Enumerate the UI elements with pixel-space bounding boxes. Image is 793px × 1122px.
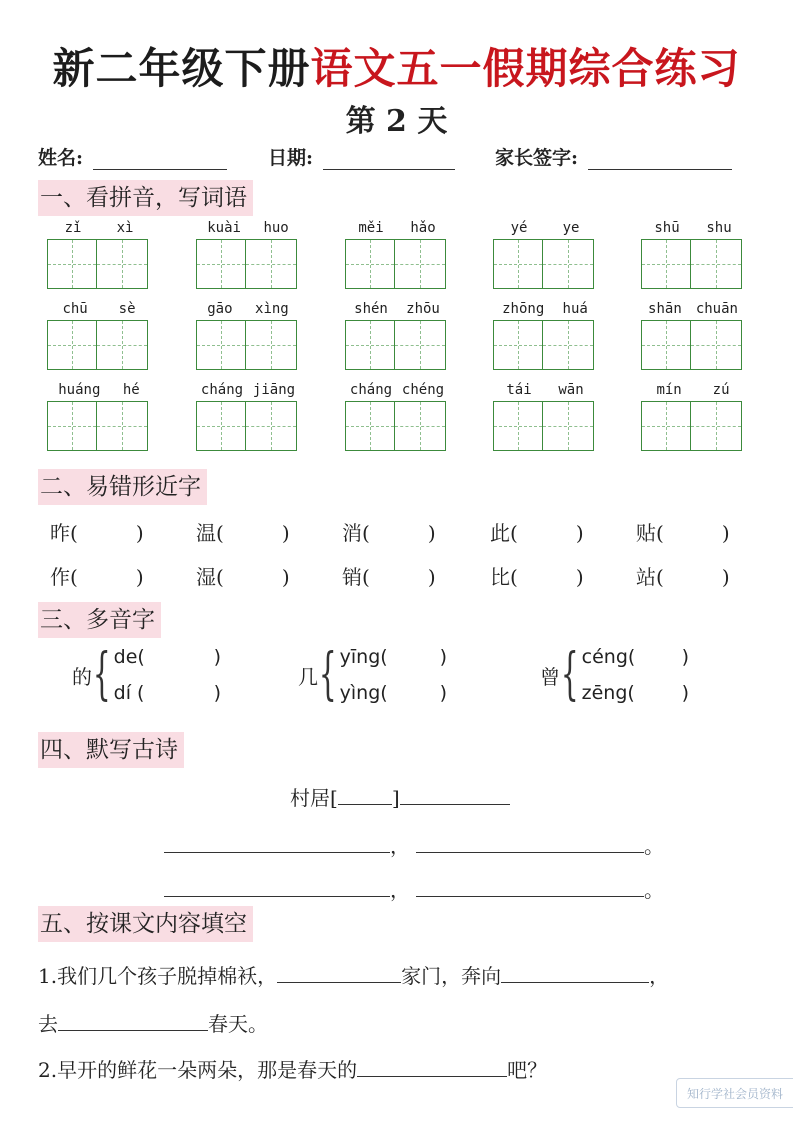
reading-pinyin: dí (: [113, 682, 145, 704]
pinyin-syllable: huáng: [58, 382, 101, 398]
tianzige-box[interactable]: [691, 320, 742, 370]
duoyin-group: [72, 642, 222, 707]
xingjin-char: 贴(: [636, 521, 664, 545]
xingjin-item[interactable]: [490, 517, 584, 546]
pinyin-syllable: shū: [654, 220, 680, 236]
tianzige-pair: [493, 320, 597, 370]
tianzige-box[interactable]: [691, 239, 742, 289]
pinyin-syllable: chéng: [401, 382, 445, 398]
tianzige-box[interactable]: [493, 401, 543, 451]
tianzige-box[interactable]: [641, 401, 691, 451]
close-paren: ): [281, 521, 290, 545]
xingjin-char: 昨(: [50, 521, 78, 545]
tianzige-box[interactable]: [493, 239, 543, 289]
tianzige-pair: [196, 401, 300, 451]
tianzige-box[interactable]: [97, 239, 148, 289]
tianzige-box[interactable]: [196, 401, 246, 451]
pinyin-syllable: cháng: [349, 382, 393, 398]
tianzige-pair: [493, 401, 597, 451]
pinyin-item: [493, 219, 597, 289]
brace-icon: {: [318, 642, 337, 707]
close-paren: ): [575, 565, 584, 589]
pinyin-item: [493, 381, 597, 451]
section-heading-xingjin: 二、易错形近字: [38, 469, 207, 505]
sign-field: 家长签字:: [495, 143, 732, 170]
pinyin-syllable: chū: [62, 301, 88, 317]
fill-blank[interactable]: [58, 1030, 208, 1031]
tianzige-box[interactable]: [493, 320, 543, 370]
section-heading-fill: 五、按课文内容填空: [38, 906, 253, 942]
brace-icon: {: [92, 642, 111, 707]
poem-line-2: ， 。: [164, 874, 664, 903]
pinyin-syllable: zhōng: [502, 301, 545, 317]
tianzige-pair: [641, 401, 745, 451]
tianzige-box[interactable]: [97, 320, 148, 370]
pinyin-item: [196, 219, 300, 289]
poem-title-blank[interactable]: [400, 804, 510, 805]
xingjin-item[interactable]: [490, 561, 584, 590]
xingjin-item[interactable]: [50, 517, 144, 546]
poem-blank[interactable]: [164, 852, 390, 853]
pinyin-labels: [47, 381, 151, 399]
pinyin-labels: [345, 381, 449, 399]
reading-pinyin: yīng(: [339, 646, 388, 668]
fill-question-1-cont: 去 春天。: [38, 1012, 268, 1036]
close-paren: ): [721, 565, 730, 589]
duoyin-reading[interactable]: [582, 646, 689, 668]
brace-icon: {: [560, 642, 579, 707]
xingjin-item[interactable]: [50, 561, 144, 590]
pinyin-syllable: yé: [510, 220, 528, 236]
tianzige-pair: [641, 320, 745, 370]
pinyin-labels: [493, 300, 597, 318]
tianzige-pair: [47, 239, 151, 289]
close-paren: ): [135, 565, 144, 589]
close-paren: ): [439, 682, 448, 704]
tianzige-box[interactable]: [246, 320, 297, 370]
duoyin-readings: [114, 646, 221, 704]
xingjin-char: 站(: [636, 565, 664, 589]
date-field: 日期:: [268, 143, 455, 170]
pinyin-item: [196, 300, 300, 370]
duoyin-char: 几: [298, 664, 318, 689]
duoyin-group: [540, 642, 690, 707]
close-paren: ): [213, 646, 222, 668]
pinyin-item: [493, 300, 597, 370]
reading-pinyin: céng(: [581, 646, 636, 668]
pinyin-labels: [196, 300, 300, 318]
close-paren: ): [213, 682, 222, 704]
pinyin-syllable: sè: [118, 301, 136, 317]
tianzige-box[interactable]: [395, 401, 446, 451]
pinyin-labels: [47, 219, 151, 237]
tianzige-box[interactable]: [395, 320, 446, 370]
tianzige-pair: [345, 320, 449, 370]
pinyin-labels: [196, 219, 300, 237]
pinyin-labels: [641, 219, 745, 237]
tianzige-box[interactable]: [47, 320, 97, 370]
pinyin-syllable: chuān: [695, 301, 738, 317]
pinyin-syllable: wān: [558, 382, 584, 398]
tianzige-pair: [196, 239, 300, 289]
reading-pinyin: zēng(: [581, 682, 635, 704]
duoyin-char: 曾: [540, 664, 560, 689]
pinyin-syllable: huo: [263, 220, 289, 236]
tianzige-box[interactable]: [395, 239, 446, 289]
close-paren: ): [427, 565, 436, 589]
watermark: 知行学社会员资料: [676, 1078, 793, 1108]
poem-author-blank[interactable]: [338, 804, 392, 805]
close-paren: ): [281, 565, 290, 589]
sign-blank[interactable]: [588, 147, 732, 170]
pinyin-item: [196, 381, 300, 451]
section-heading-poem: 四、默写古诗: [38, 732, 184, 768]
xingjin-item[interactable]: [196, 517, 290, 546]
tianzige-box[interactable]: [691, 401, 742, 451]
pinyin-item: [345, 381, 449, 451]
tianzige-pair: [345, 401, 449, 451]
xingjin-item[interactable]: [342, 517, 436, 546]
close-paren: ): [135, 521, 144, 545]
xingjin-char: 销(: [342, 565, 370, 589]
tianzige-pair: [47, 401, 151, 451]
pinyin-syllable: xìng: [255, 301, 289, 317]
tianzige-box[interactable]: [543, 401, 594, 451]
poem-line-1: ， 。: [164, 830, 664, 859]
name-field: 姓名:: [38, 143, 227, 170]
pinyin-labels: [493, 219, 597, 237]
pinyin-syllable: jiāng: [252, 382, 296, 398]
xingjin-char: 温(: [196, 521, 224, 545]
close-paren: ): [575, 521, 584, 545]
xingjin-char: 消(: [342, 521, 370, 545]
xingjin-char: 此(: [490, 521, 518, 545]
pinyin-item: [641, 300, 745, 370]
fill-blank[interactable]: [277, 982, 401, 983]
duoyin-readings: [582, 646, 689, 704]
pinyin-syllable: shén: [354, 301, 388, 317]
pinyin-item: [47, 381, 151, 451]
duoyin-char: 的: [72, 664, 92, 689]
pinyin-syllable: mín: [656, 382, 682, 398]
pinyin-syllable: hé: [122, 382, 140, 398]
poem-blank[interactable]: [164, 896, 390, 897]
fill-blank[interactable]: [501, 982, 649, 983]
pinyin-labels: [493, 381, 597, 399]
xingjin-item[interactable]: [196, 561, 290, 590]
pinyin-labels: [47, 300, 151, 318]
tianzige-box[interactable]: [47, 239, 97, 289]
duoyin-reading[interactable]: [582, 682, 689, 704]
pinyin-labels: [345, 300, 449, 318]
pinyin-syllable: hǎo: [410, 220, 436, 236]
pinyin-syllable: zú: [712, 382, 730, 398]
section-heading-duoyin: 三、多音字: [38, 602, 161, 638]
xingjin-item[interactable]: [636, 517, 730, 546]
pinyin-syllable: gāo: [207, 301, 233, 317]
fill-question-2: 2.早开的鲜花一朵两朵，那是春天的 吧？: [38, 1058, 548, 1082]
tianzige-pair: [641, 239, 745, 289]
tianzige-box[interactable]: [97, 401, 148, 451]
pinyin-syllable: ye: [562, 220, 580, 236]
xingjin-item[interactable]: [342, 561, 436, 590]
tianzige-box[interactable]: [246, 401, 297, 451]
pinyin-syllable: zhōu: [406, 301, 440, 317]
pinyin-item: [641, 219, 745, 289]
tianzige-box[interactable]: [345, 401, 395, 451]
pinyin-syllable: shān: [648, 301, 682, 317]
pinyin-item: [641, 381, 745, 451]
duoyin-reading[interactable]: [114, 646, 221, 668]
poem-blank[interactable]: [416, 896, 644, 897]
close-paren: ): [427, 521, 436, 545]
day-subtitle: 第 2 天: [345, 104, 448, 139]
name-blank[interactable]: [93, 147, 227, 170]
duoyin-readings: [340, 646, 447, 704]
pinyin-syllable: tái: [506, 382, 532, 398]
pinyin-item: [47, 300, 151, 370]
tianzige-box[interactable]: [543, 320, 594, 370]
tianzige-box[interactable]: [641, 320, 691, 370]
pinyin-labels: [196, 381, 300, 399]
tianzige-pair: [345, 239, 449, 289]
xingjin-item[interactable]: [636, 561, 730, 590]
page-title: 新二年级下册语文五一假期综合练习: [52, 44, 741, 93]
pinyin-item: [345, 300, 449, 370]
pinyin-item: [345, 219, 449, 289]
pinyin-syllable: cháng: [200, 382, 244, 398]
duoyin-reading[interactable]: [114, 682, 221, 704]
reading-pinyin: de(: [113, 646, 145, 668]
duoyin-reading[interactable]: [340, 646, 447, 668]
close-paren: ): [721, 521, 730, 545]
pinyin-syllable: kuài: [207, 220, 241, 236]
pinyin-syllable: měi: [358, 220, 384, 236]
pinyin-labels: [345, 219, 449, 237]
tianzige-pair: [47, 320, 151, 370]
tianzige-box[interactable]: [196, 239, 246, 289]
poem-title-line: 村居[ ]: [290, 782, 510, 811]
xingjin-char: 湿(: [196, 565, 224, 589]
pinyin-syllable: shu: [706, 220, 732, 236]
pinyin-syllable: zǐ: [64, 220, 82, 236]
tianzige-box[interactable]: [196, 320, 246, 370]
duoyin-group: [298, 642, 448, 707]
date-blank[interactable]: [323, 147, 455, 170]
tianzige-box[interactable]: [543, 239, 594, 289]
section-heading-pinyin: 一、看拼音，写词语: [38, 180, 253, 216]
fill-question-1: 1.我们几个孩子脱掉棉袄， 家门，奔向 ，: [38, 964, 670, 988]
xingjin-char: 作(: [50, 565, 78, 589]
xingjin-char: 比(: [490, 565, 518, 589]
tianzige-box[interactable]: [345, 239, 395, 289]
close-paren: ): [439, 646, 448, 668]
tianzige-box[interactable]: [246, 239, 297, 289]
pinyin-item: [47, 219, 151, 289]
poem-blank[interactable]: [416, 852, 644, 853]
close-paren: ): [681, 646, 690, 668]
pinyin-syllable: huá: [562, 301, 588, 317]
pinyin-labels: [641, 300, 745, 318]
tianzige-box[interactable]: [47, 401, 97, 451]
pinyin-labels: [641, 381, 745, 399]
close-paren: ): [681, 682, 690, 704]
tianzige-box[interactable]: [345, 320, 395, 370]
reading-pinyin: yìng(: [339, 682, 388, 704]
pinyin-syllable: xì: [116, 220, 134, 236]
duoyin-reading[interactable]: [340, 682, 447, 704]
tianzige-box[interactable]: [641, 239, 691, 289]
tianzige-pair: [196, 320, 300, 370]
fill-blank[interactable]: [357, 1076, 507, 1077]
tianzige-pair: [493, 239, 597, 289]
